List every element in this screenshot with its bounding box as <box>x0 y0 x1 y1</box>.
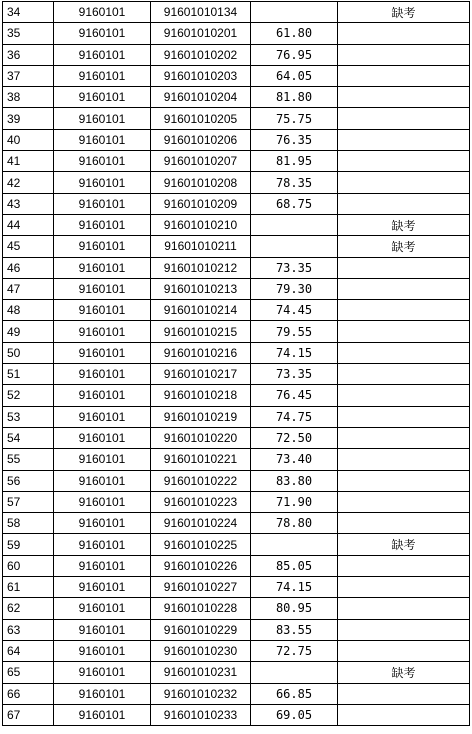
ticket-number-cell: 91601010202 <box>151 44 251 65</box>
table-row <box>3 321 470 342</box>
remark-cell <box>338 23 470 44</box>
table-row <box>3 534 470 555</box>
row-number-cell: 44 <box>3 214 54 235</box>
remark-cell <box>338 87 470 108</box>
ticket-number-cell: 91601010213 <box>151 278 251 299</box>
row-number-cell: 41 <box>3 151 54 172</box>
row-number-cell: 35 <box>3 23 54 44</box>
table-row <box>3 662 470 683</box>
score-cell: 78.35 <box>251 172 338 193</box>
remark-cell <box>338 704 470 725</box>
row-number-cell: 66 <box>3 683 54 704</box>
position-code-cell: 9160101 <box>54 704 151 725</box>
position-code-cell: 9160101 <box>54 151 151 172</box>
ticket-number-cell: 91601010218 <box>151 385 251 406</box>
ticket-number-cell: 91601010203 <box>151 65 251 86</box>
position-code-cell: 9160101 <box>54 577 151 598</box>
remark-cell <box>338 513 470 534</box>
score-cell <box>251 2 338 23</box>
score-table-container <box>2 1 470 726</box>
score-cell: 74.15 <box>251 342 338 363</box>
score-cell: 66.85 <box>251 683 338 704</box>
score-cell: 74.45 <box>251 300 338 321</box>
table-row <box>3 108 470 129</box>
row-number-cell: 47 <box>3 278 54 299</box>
table-row <box>3 427 470 448</box>
position-code-cell: 9160101 <box>54 491 151 512</box>
ticket-number-cell: 91601010206 <box>151 129 251 150</box>
score-cell <box>251 214 338 235</box>
remark-cell <box>338 342 470 363</box>
score-cell: 74.15 <box>251 577 338 598</box>
position-code-cell: 9160101 <box>54 214 151 235</box>
position-code-cell: 9160101 <box>54 662 151 683</box>
ticket-number-cell: 91601010214 <box>151 300 251 321</box>
table-row <box>3 129 470 150</box>
remark-cell <box>338 44 470 65</box>
row-number-cell: 67 <box>3 704 54 725</box>
ticket-number-cell: 91601010225 <box>151 534 251 555</box>
ticket-number-cell: 91601010222 <box>151 470 251 491</box>
score-cell <box>251 236 338 257</box>
score-cell: 78.80 <box>251 513 338 534</box>
position-code-cell: 9160101 <box>54 300 151 321</box>
table-row <box>3 470 470 491</box>
ticket-number-cell: 91601010209 <box>151 193 251 214</box>
remark-cell <box>338 321 470 342</box>
position-code-cell: 9160101 <box>54 172 151 193</box>
score-cell: 85.05 <box>251 555 338 576</box>
ticket-number-cell: 91601010220 <box>151 427 251 448</box>
remark-cell <box>338 598 470 619</box>
score-table-body <box>3 2 470 726</box>
ticket-number-cell: 91601010211 <box>151 236 251 257</box>
remark-cell: 缺考 <box>338 236 470 257</box>
position-code-cell: 9160101 <box>54 129 151 150</box>
row-number-cell: 62 <box>3 598 54 619</box>
position-code-cell: 9160101 <box>54 23 151 44</box>
position-code-cell: 9160101 <box>54 257 151 278</box>
ticket-number-cell: 91601010134 <box>151 2 251 23</box>
ticket-number-cell: 91601010223 <box>151 491 251 512</box>
remark-cell: 缺考 <box>338 662 470 683</box>
ticket-number-cell: 91601010208 <box>151 172 251 193</box>
score-cell: 83.55 <box>251 619 338 640</box>
row-number-cell: 50 <box>3 342 54 363</box>
table-row <box>3 385 470 406</box>
position-code-cell: 9160101 <box>54 87 151 108</box>
position-code-cell: 9160101 <box>54 640 151 661</box>
position-code-cell: 9160101 <box>54 65 151 86</box>
row-number-cell: 63 <box>3 619 54 640</box>
ticket-number-cell: 91601010230 <box>151 640 251 661</box>
score-cell: 69.05 <box>251 704 338 725</box>
ticket-number-cell: 91601010233 <box>151 704 251 725</box>
ticket-number-cell: 91601010221 <box>151 449 251 470</box>
position-code-cell: 9160101 <box>54 619 151 640</box>
table-row <box>3 640 470 661</box>
row-number-cell: 36 <box>3 44 54 65</box>
table-row <box>3 619 470 640</box>
ticket-number-cell: 91601010232 <box>151 683 251 704</box>
table-row <box>3 513 470 534</box>
row-number-cell: 38 <box>3 87 54 108</box>
ticket-number-cell: 91601010215 <box>151 321 251 342</box>
table-row <box>3 65 470 86</box>
table-row <box>3 300 470 321</box>
score-cell: 79.55 <box>251 321 338 342</box>
row-number-cell: 51 <box>3 364 54 385</box>
table-row <box>3 683 470 704</box>
table-row <box>3 236 470 257</box>
remark-cell <box>338 300 470 321</box>
remark-cell <box>338 406 470 427</box>
row-number-cell: 61 <box>3 577 54 598</box>
table-row <box>3 342 470 363</box>
score-cell: 61.80 <box>251 23 338 44</box>
ticket-number-cell: 91601010226 <box>151 555 251 576</box>
table-row <box>3 2 470 23</box>
table-row <box>3 193 470 214</box>
remark-cell <box>338 172 470 193</box>
table-row <box>3 406 470 427</box>
position-code-cell: 9160101 <box>54 470 151 491</box>
ticket-number-cell: 91601010205 <box>151 108 251 129</box>
score-cell: 74.75 <box>251 406 338 427</box>
row-number-cell: 56 <box>3 470 54 491</box>
row-number-cell: 54 <box>3 427 54 448</box>
table-row <box>3 44 470 65</box>
remark-cell: 缺考 <box>338 534 470 555</box>
row-number-cell: 39 <box>3 108 54 129</box>
score-cell: 72.50 <box>251 427 338 448</box>
remark-cell <box>338 619 470 640</box>
remark-cell <box>338 449 470 470</box>
score-cell: 81.95 <box>251 151 338 172</box>
position-code-cell: 9160101 <box>54 406 151 427</box>
remark-cell: 缺考 <box>338 2 470 23</box>
row-number-cell: 46 <box>3 257 54 278</box>
position-code-cell: 9160101 <box>54 193 151 214</box>
score-table <box>2 1 470 726</box>
remark-cell <box>338 129 470 150</box>
ticket-number-cell: 91601010217 <box>151 364 251 385</box>
row-number-cell: 48 <box>3 300 54 321</box>
ticket-number-cell: 91601010216 <box>151 342 251 363</box>
table-row <box>3 555 470 576</box>
remark-cell <box>338 364 470 385</box>
remark-cell: 缺考 <box>338 214 470 235</box>
row-number-cell: 60 <box>3 555 54 576</box>
row-number-cell: 34 <box>3 2 54 23</box>
table-row <box>3 87 470 108</box>
score-cell: 72.75 <box>251 640 338 661</box>
remark-cell <box>338 257 470 278</box>
table-row <box>3 704 470 725</box>
row-number-cell: 58 <box>3 513 54 534</box>
ticket-number-cell: 91601010219 <box>151 406 251 427</box>
position-code-cell: 9160101 <box>54 555 151 576</box>
table-row <box>3 172 470 193</box>
table-row <box>3 214 470 235</box>
remark-cell <box>338 385 470 406</box>
row-number-cell: 49 <box>3 321 54 342</box>
table-row <box>3 491 470 512</box>
position-code-cell: 9160101 <box>54 44 151 65</box>
position-code-cell: 9160101 <box>54 342 151 363</box>
remark-cell <box>338 427 470 448</box>
remark-cell <box>338 108 470 129</box>
table-row <box>3 577 470 598</box>
position-code-cell: 9160101 <box>54 2 151 23</box>
position-code-cell: 9160101 <box>54 385 151 406</box>
score-cell: 64.05 <box>251 65 338 86</box>
position-code-cell: 9160101 <box>54 321 151 342</box>
score-cell: 81.80 <box>251 87 338 108</box>
score-cell: 73.35 <box>251 364 338 385</box>
score-cell: 76.45 <box>251 385 338 406</box>
ticket-number-cell: 91601010227 <box>151 577 251 598</box>
ticket-number-cell: 91601010201 <box>151 23 251 44</box>
remark-cell <box>338 65 470 86</box>
score-cell: 68.75 <box>251 193 338 214</box>
score-cell: 71.90 <box>251 491 338 512</box>
row-number-cell: 37 <box>3 65 54 86</box>
remark-cell <box>338 491 470 512</box>
score-cell: 79.30 <box>251 278 338 299</box>
score-cell: 73.35 <box>251 257 338 278</box>
remark-cell <box>338 193 470 214</box>
score-cell: 76.95 <box>251 44 338 65</box>
ticket-number-cell: 91601010228 <box>151 598 251 619</box>
score-cell: 80.95 <box>251 598 338 619</box>
row-number-cell: 59 <box>3 534 54 555</box>
row-number-cell: 57 <box>3 491 54 512</box>
row-number-cell: 53 <box>3 406 54 427</box>
table-row <box>3 151 470 172</box>
row-number-cell: 40 <box>3 129 54 150</box>
ticket-number-cell: 91601010231 <box>151 662 251 683</box>
remark-cell <box>338 555 470 576</box>
position-code-cell: 9160101 <box>54 598 151 619</box>
ticket-number-cell: 91601010207 <box>151 151 251 172</box>
score-cell <box>251 534 338 555</box>
row-number-cell: 64 <box>3 640 54 661</box>
ticket-number-cell: 91601010224 <box>151 513 251 534</box>
position-code-cell: 9160101 <box>54 427 151 448</box>
score-cell: 83.80 <box>251 470 338 491</box>
row-number-cell: 45 <box>3 236 54 257</box>
position-code-cell: 9160101 <box>54 108 151 129</box>
remark-cell <box>338 151 470 172</box>
row-number-cell: 55 <box>3 449 54 470</box>
table-row <box>3 23 470 44</box>
row-number-cell: 43 <box>3 193 54 214</box>
ticket-number-cell: 91601010204 <box>151 87 251 108</box>
position-code-cell: 9160101 <box>54 534 151 555</box>
table-row <box>3 278 470 299</box>
position-code-cell: 9160101 <box>54 449 151 470</box>
ticket-number-cell: 91601010229 <box>151 619 251 640</box>
row-number-cell: 65 <box>3 662 54 683</box>
row-number-cell: 42 <box>3 172 54 193</box>
score-cell: 76.35 <box>251 129 338 150</box>
score-cell: 75.75 <box>251 108 338 129</box>
table-row <box>3 598 470 619</box>
remark-cell <box>338 278 470 299</box>
position-code-cell: 9160101 <box>54 683 151 704</box>
remark-cell <box>338 577 470 598</box>
position-code-cell: 9160101 <box>54 364 151 385</box>
ticket-number-cell: 91601010210 <box>151 214 251 235</box>
position-code-cell: 9160101 <box>54 513 151 534</box>
table-row <box>3 449 470 470</box>
remark-cell <box>338 640 470 661</box>
score-cell: 73.40 <box>251 449 338 470</box>
table-row <box>3 364 470 385</box>
position-code-cell: 9160101 <box>54 278 151 299</box>
table-row <box>3 257 470 278</box>
remark-cell <box>338 683 470 704</box>
score-cell <box>251 662 338 683</box>
ticket-number-cell: 91601010212 <box>151 257 251 278</box>
remark-cell <box>338 470 470 491</box>
row-number-cell: 52 <box>3 385 54 406</box>
position-code-cell: 9160101 <box>54 236 151 257</box>
